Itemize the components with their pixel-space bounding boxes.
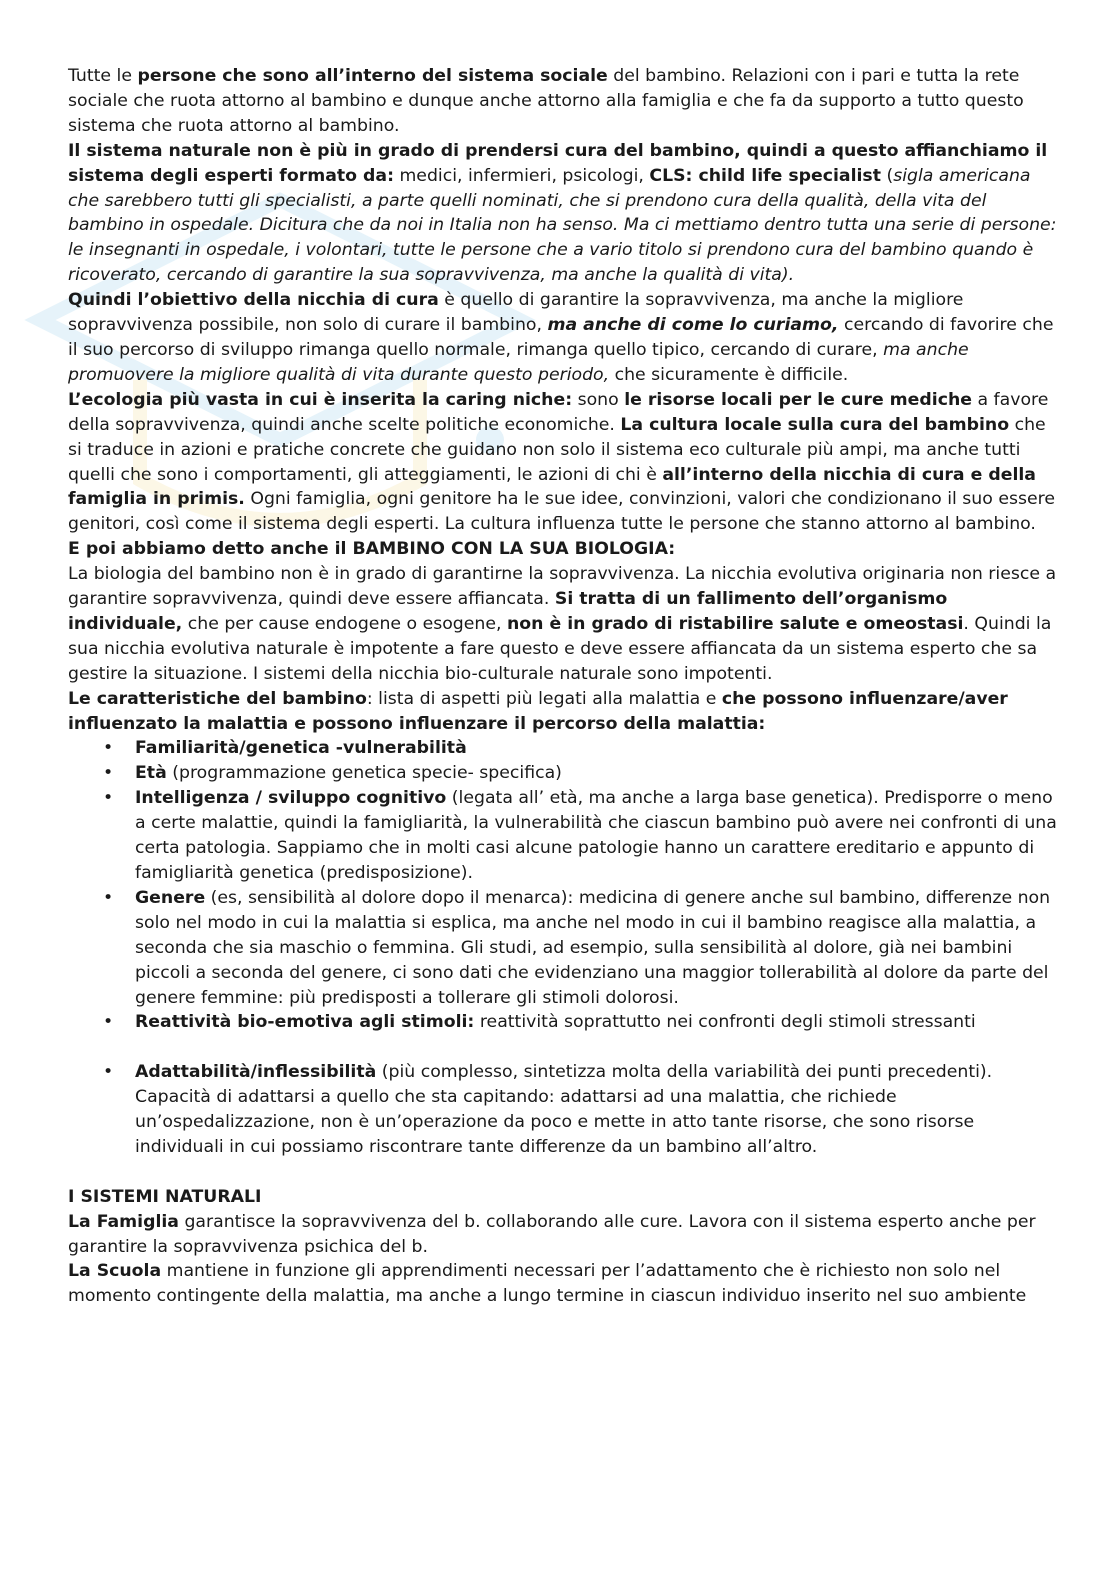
paragraph-social-system: Tutte le persone che sono all’interno del sistema sociale del bambino. Relazioni con i pari e tutta la rete sociale che ruota attorno al bambino e dunque anche attorno alla famiglia e che fa da supporto a tutto questo sistema che ruota attorno al bambino. xyxy=(68,66,1024,136)
characteristics-list xyxy=(68,736,1058,1159)
paragraph-child-characteristics: Le caratteristiche del bambino: lista di aspetti più legati alla malattia e che possono influenzare/aver influenzato la malattia e possono influenzare il percorso della malattia: xyxy=(68,688,1008,734)
list-item: • Età (programmazione genetica specie- specifica) xyxy=(103,763,562,784)
paragraph-ecology: L’ecologia più vasta in cui è inserita la caring niche: sono le risorse locali per le cure mediche a favore della sopravvivenza, quindi anche scelte politiche economiche. La cultura locale sulla cura del bambino che si traduce in azioni e pratiche concrete che guidano non solo il sistema eco culturale più ampi, ma anche tutti quelli che sono i comportamenti, gli atteggiamenti, le azioni di chi è all’interno della nicchia di cura e della famiglia in primis. Ogni famiglia, ogni genitore ha le sue idee, convinzioni, valori che condizionano il suo essere genitori, così come il sistema degli esperti. La cultura influenza tutte le persone che stanno attorno al bambino. xyxy=(68,389,1055,535)
paragraph-school: La Scuola mantiene in funzione gli apprendimenti necessari per l’adattamento che è richiesto non solo nel momento contingente della malattia, ma anche a lungo termine in ciascun individuo inserito nel suo ambiente xyxy=(68,1261,1027,1307)
list-item: • Reattività bio-emotiva agli stimoli: reattività soprattutto nei confronti degli stimoli stressanti xyxy=(103,1012,976,1033)
list-spacer xyxy=(135,1035,1058,1060)
list-item: • Genere (es, sensibilità al dolore dopo il menarca): medicina di genere anche sul bambino, differenze non solo nel modo in cui la malattia si esplica, ma anche nel modo in cui il bambino reagisce alla malattia, a seconda che sia maschio o femmina. Gli studi, ad esempio, sulla sensibilità al dolore, già nei bambini piccoli a seconda del genere, ci sono dati che evidenziano una maggior tollerabilità al dolore da parte del genere femmine: più predisposti a tollerare gli stimoli dolorosi. xyxy=(103,887,1051,1008)
paragraph-child-biology: La biologia del bambino non è in grado di garantirne la sopravvivenza. La nicchia evolutiva originaria non riesce a garantire sopravvivenza, quindi deve essere affiancata. Si tratta di un fallimento dell’organismo individuale, che per cause endogene o esogene, non è in grado di ristabilire salute e omeostasi. Quindi la sua nicchia evolutiva naturale è impotente a fare questo e deve essere affiancata da un sistema esperto che sa gestire la situazione. I sistemi della nicchia bio-culturale naturale sono impotenti. xyxy=(68,564,1057,684)
paragraph-child-biology-heading: E poi abbiamo detto anche il BAMBINO CON LA SUA BIOLOGIA: xyxy=(68,539,676,560)
section-spacer xyxy=(68,1160,1058,1185)
list-item: • Intelligenza / sviluppo cognitivo (legata all’ età, ma anche a larga base genetica). Predisporre o meno a certe malattie, quindi la famigliarità, la vulnerabilità che ciascun bambino può avere nei confronti di una certa patologia. Sappiamo che in molti casi alcune patologie hanno un carattere ereditario e appunto di famigliarità genetica (predisposizione). xyxy=(103,788,1057,883)
document-body xyxy=(68,64,1058,1309)
list-item: • Adattabilità/inflessibilità (più complesso, sintetizza molta della variabilità dei punti precedenti). Capacità di adattarsi a quello che sta capitando: adattarsi ad una malattia, che richiede un’ospedalizzazione, non è un’operazione da poco e mette in atto tante risorse, che sono risorse individuali in cui possiamo riscontrare tante differenze da un bambino all’altro. xyxy=(103,1062,993,1157)
paragraph-expert-system: Il sistema naturale non è più in grado di prendersi cura del bambino, quindi a questo affianchiamo il sistema degli esperti formato da: medici, infermieri, psicologi, CLS: child life specialist (sigla americana che sarebbero tutti gli specialisti, a parte quelli nominati, che si prendono cura della qualità, della vita del bambino in ospedale. Dicitura che da noi in Italia non ha senso. Ma ci mettiamo dentro tutta una serie di persone: le insegnanti in ospedale, i volontari, tutte le persone che a vario titolo si prendono cura del bambino quando è ricoverato, cercando di garantire la sua sopravvivenza, ma anche la qualità di vita). xyxy=(68,140,1057,286)
list-item: • Familiarità/genetica -vulnerabilità xyxy=(103,738,467,759)
paragraph-care-niche-goal: Quindi l’obiettivo della nicchia di cura è quello di garantire la sopravvivenza, ma anche la migliore sopravvivenza possibile, non solo di curare il bambino, ma anche di come lo curiamo, cercando di favorire che il suo percorso di sviluppo rimanga quello normale, rimanga quello tipico, cercando di curare, ma anche promuovere la migliore qualità di vita durante questo periodo, che sicuramente è difficile. xyxy=(68,290,1054,385)
section-heading: I SISTEMI NATURALI xyxy=(68,1186,262,1207)
paragraph-family: La Famiglia garantisce la sopravvivenza del b. collaborando alle cure. Lavora con il sistema esperto anche per garantire la sopravvivenza psichica del b. xyxy=(68,1211,1036,1257)
